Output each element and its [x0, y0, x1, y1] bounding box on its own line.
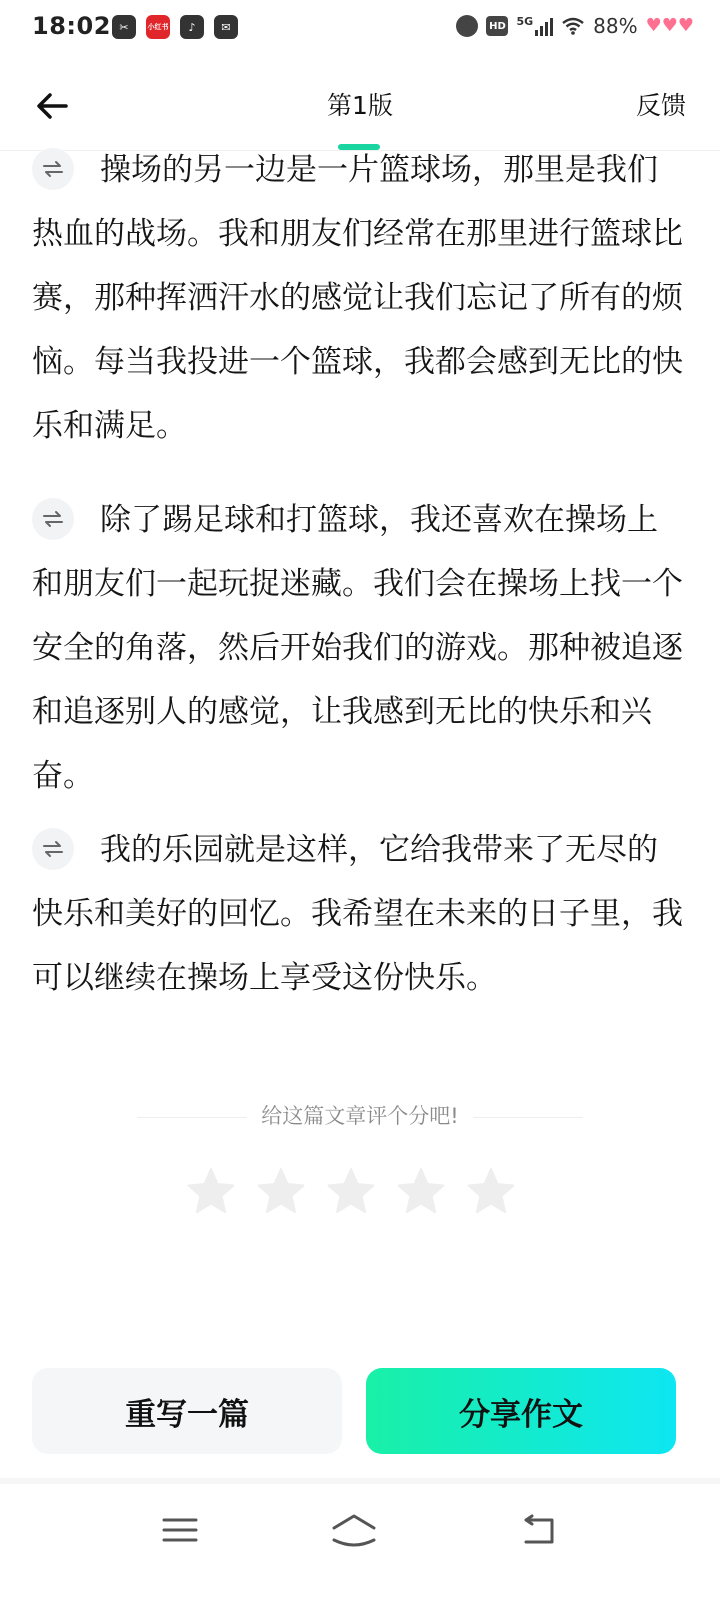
- paragraph-text: 除了踢足球和打篮球，我还喜欢在操场上和朋友们一起玩捉迷藏。我们会在操场上找一个安全的角落，然后开始我们的游戏。那种被追逐和追逐别人的感觉，让我感到无比的快乐和兴奋。: [32, 502, 683, 794]
- status-time: 18:02: [32, 12, 111, 40]
- star-icon[interactable]: [466, 1166, 516, 1216]
- feedback-button[interactable]: 反馈: [635, 91, 686, 120]
- mail-icon: ✉: [214, 15, 238, 39]
- star-rating: [186, 1166, 516, 1216]
- article-paragraph: [32, 138, 688, 458]
- share-button[interactable]: 分享作文: [366, 1368, 676, 1454]
- alarm-icon: [456, 15, 478, 37]
- status-left-icons: [112, 15, 238, 39]
- battery-icon: ♥ ♥ ♥: [645, 15, 694, 36]
- battery-text: 88%: [593, 14, 638, 38]
- article-paragraph: [32, 818, 688, 1010]
- wifi-icon: [561, 17, 585, 35]
- swap-icon[interactable]: [32, 498, 74, 540]
- network-label: 5G: [516, 14, 534, 28]
- system-nav-bar: [0, 1484, 720, 1600]
- star-icon[interactable]: [396, 1166, 446, 1216]
- paragraph-text: 我的乐园就是这样，它给我带来了无尽的快乐和美好的回忆。我希望在未来的日子里，我可以继续在操场上享受这份快乐。: [32, 832, 683, 996]
- swap-icon[interactable]: [32, 148, 74, 190]
- rating-divider-right: [473, 1117, 583, 1118]
- back-icon[interactable]: [518, 1510, 558, 1550]
- article-paragraph: [32, 488, 688, 808]
- star-icon[interactable]: [326, 1166, 376, 1216]
- star-icon[interactable]: [256, 1166, 306, 1216]
- swap-arrows-icon: [42, 160, 64, 178]
- status-right: [456, 14, 694, 38]
- paragraph-text: 操场的另一边是一片篮球场，那里是我们热血的战场。我和朋友们经常在那里进行篮球比赛，那种挥洒汗水的感觉让我们忘记了所有的烦恼。每当我投进一个篮球，我都会感到无比的快乐和满足。: [32, 152, 683, 444]
- status-bar: [0, 0, 720, 60]
- menu-icon[interactable]: [160, 1510, 200, 1550]
- version-tab[interactable]: 第1版: [327, 91, 393, 120]
- star-icon[interactable]: [186, 1166, 236, 1216]
- swap-icon[interactable]: [32, 828, 74, 870]
- swap-arrows-icon: [42, 510, 64, 528]
- xiaohongshu-icon: 小红书: [146, 15, 170, 39]
- tiktok-icon: ♪: [180, 15, 204, 39]
- rating-prompt: 给这篇文章评个分吧!: [261, 1104, 459, 1128]
- swap-arrows-icon: [42, 840, 64, 858]
- rewrite-button[interactable]: 重写一篇: [32, 1368, 342, 1454]
- hd-icon: HD: [486, 16, 508, 36]
- notification-icon-1: ✂: [112, 15, 136, 39]
- signal-icon: [535, 16, 553, 36]
- home-icon[interactable]: [330, 1510, 378, 1550]
